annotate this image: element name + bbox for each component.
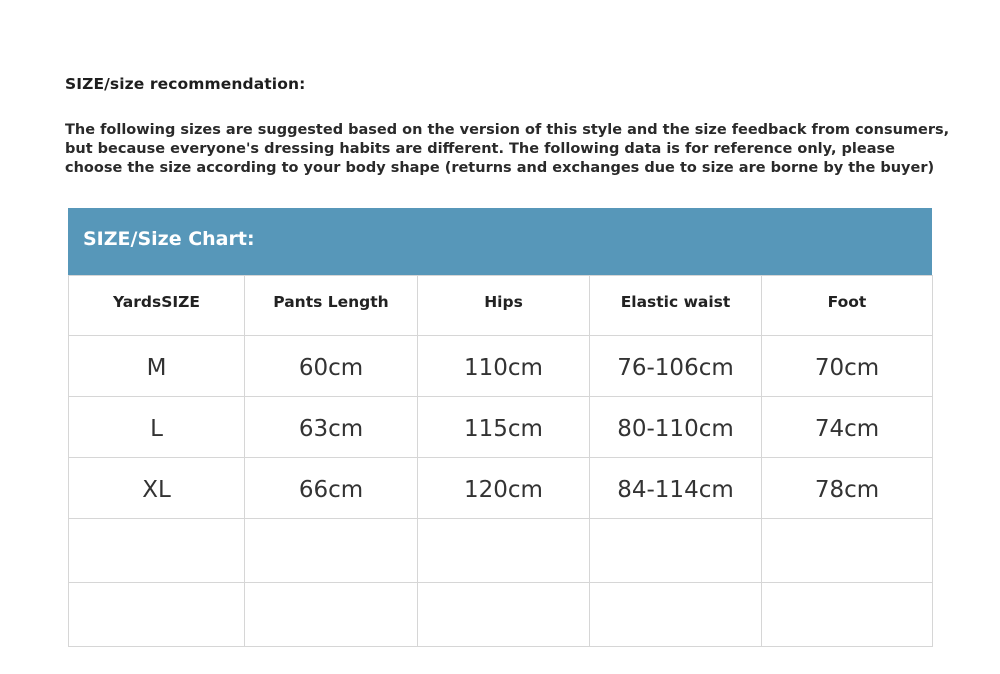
intro-paragraph <box>65 121 965 178</box>
column-header-hips: Hips <box>418 276 590 336</box>
size-chart <box>68 208 932 647</box>
column-header-elastic-waist: Elastic waist <box>590 276 762 336</box>
table-row-empty <box>69 583 933 647</box>
table-cell-empty <box>590 519 762 583</box>
table-cell-foot: 74cm <box>762 397 933 458</box>
table-cell-size: M <box>69 336 245 397</box>
column-header-pants-length: Pants Length <box>245 276 418 336</box>
intro-line-1: The following sizes are suggested based on the version of this style and the size feedback from consumers, <box>65 122 950 138</box>
intro-line-3: choose the size according to your body shape (returns and exchanges due to size are borne by the buyer) <box>65 160 935 176</box>
table-cell-hips: 115cm <box>418 397 590 458</box>
table-cell-hips: 110cm <box>418 336 590 397</box>
table-cell-pants-length: 63cm <box>245 397 418 458</box>
table-cell-elastic-waist: 80-110cm <box>590 397 762 458</box>
table-cell-pants-length: 66cm <box>245 458 418 519</box>
table-cell-empty <box>762 583 933 647</box>
table-cell-empty <box>762 519 933 583</box>
table-cell-elastic-waist: 84-114cm <box>590 458 762 519</box>
table-row-empty <box>69 519 933 583</box>
table-cell-size: XL <box>69 458 245 519</box>
intro-line-2: but because everyone's dressing habits are different. The following data is for reference only, please <box>65 141 895 157</box>
table-cell-empty <box>245 583 418 647</box>
table-cell-empty <box>418 583 590 647</box>
table-cell-foot: 70cm <box>762 336 933 397</box>
table-cell-hips: 120cm <box>418 458 590 519</box>
table-cell-empty <box>69 583 245 647</box>
table-cell-elastic-waist: 76-106cm <box>590 336 762 397</box>
table-cell-pants-length: 60cm <box>245 336 418 397</box>
table-cell-empty <box>69 519 245 583</box>
table-cell-empty <box>245 519 418 583</box>
table-cell-foot: 78cm <box>762 458 933 519</box>
table-cell-empty <box>590 583 762 647</box>
table-cell-size: L <box>69 397 245 458</box>
table-cell-empty <box>418 519 590 583</box>
size-chart-title: SIZE/Size Chart: <box>68 208 932 275</box>
page-heading: SIZE/size recommendation: <box>65 75 306 93</box>
table-row <box>69 458 933 519</box>
table-header-row <box>69 276 933 336</box>
table-row <box>69 397 933 458</box>
table-row <box>69 336 933 397</box>
column-header-size: YardsSIZE <box>69 276 245 336</box>
size-table <box>68 275 933 647</box>
column-header-foot: Foot <box>762 276 933 336</box>
